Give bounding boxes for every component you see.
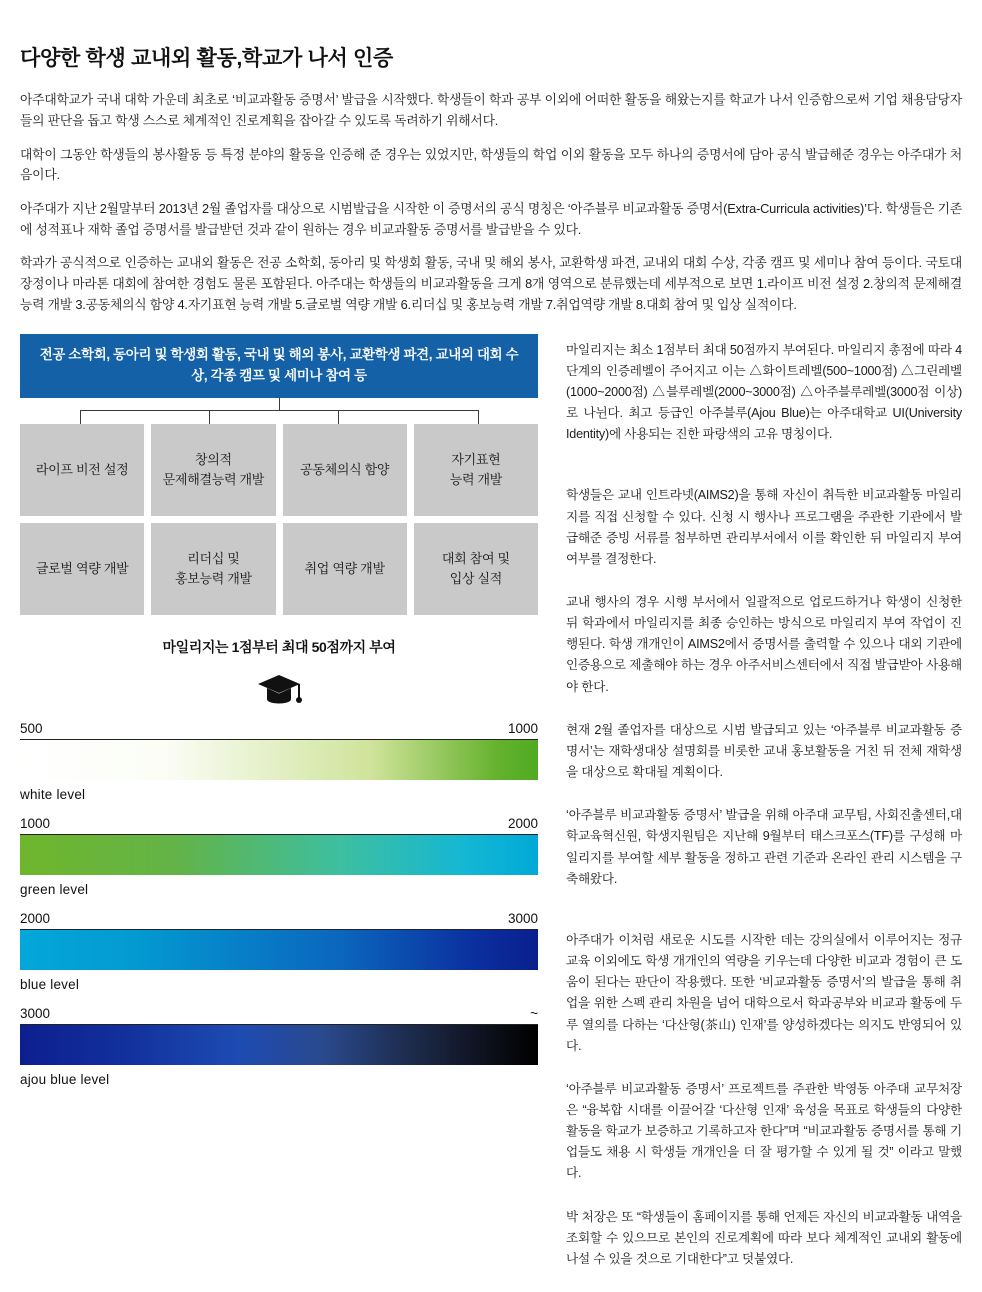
category-cell	[151, 523, 275, 615]
category-cell	[283, 424, 407, 516]
body-paragraph: 학생들은 교내 인트라넷(AIMS2)을 통해 자신이 취득한 비교과활동 마일리지를 직접 신청할 수 있다. 신청 시 행사나 프로그램을 주관한 기관에서 발급해준 증빙 서류를 첨부하면 관리부서에서 이를 확인한 뒤 마일리지 부여 여부를 결정한다.	[566, 488, 962, 566]
category-label: 창의적	[194, 452, 232, 468]
level-range-labels	[20, 721, 538, 740]
level-bar-blue	[20, 911, 538, 992]
level-bar-green	[20, 816, 538, 897]
graduation-cap-icon	[20, 671, 538, 711]
category-label: 홍보능력 개발	[174, 570, 252, 586]
category-label: 입상 실적	[449, 570, 503, 586]
category-label: 공동체의식 함양	[300, 462, 390, 478]
diagram-row-1	[20, 424, 538, 516]
level-range-labels	[20, 1006, 538, 1025]
category-cell	[283, 523, 407, 615]
right-column	[566, 334, 962, 1292]
category-label: 리더십 및	[187, 551, 240, 567]
category-label: 대회 참여 및	[441, 551, 510, 567]
body-paragraph: 박 처장은 또 “학생들이 홈페이지를 통해 언제든 자신의 비교과활동 내역을 조회할 수 있으므로 본인의 진로계획에 따라 보다 체계적인 교내외 활동에 나설 수 있을 것으로 기대한다”고 덧붙였다.	[566, 1209, 962, 1266]
category-cell	[20, 523, 144, 615]
diagram-connector-lines	[20, 398, 538, 424]
body-paragraph: ‘아주블루 비교과활동 증명서’ 프로젝트를 주관한 박영동 아주대 교무처장은 “융복합 시대를 이끌어갈 ‘다산형 인재’ 육성을 목표로 학생들의 다양한 활동을 학교가 보증하고 기록하고자 한다”며 “비교과활동 증명서를 통해 기업들도 채용 시 학생들 개개인을 더 잘 평가할 수 있게 될 것” 이라고 말했다.	[566, 1081, 962, 1181]
gradient-bar	[20, 930, 538, 970]
body-paragraph: 현재 2월 졸업자를 대상으로 시범 발급되고 있는 ‘아주블루 비교과활동 증명서’는 재학생대상 설명회를 비롯한 교내 홍보활동을 거친 뒤 전체 재학생을 대상으로 확대될 계획이다.	[566, 722, 962, 780]
article-page	[0, 14, 982, 1292]
intro-section	[0, 90, 982, 315]
level-name: ajou blue level	[20, 1071, 110, 1087]
level-name: green level	[20, 881, 89, 897]
gradient-bar	[20, 835, 538, 875]
level-max-label: ~	[530, 1005, 538, 1021]
category-label: 라이프 비전 설정	[35, 462, 129, 478]
level-name: blue level	[20, 976, 80, 992]
page-title: 다양한 학생 교내외 활동,학교가 나서 인증	[20, 47, 393, 71]
category-label: 취업 역량 개발	[304, 561, 385, 577]
category-cell	[414, 424, 538, 516]
category-label: 문제해결능력 개발	[162, 471, 265, 487]
intro-paragraph: 대학이 그동안 학생들의 봉사활동 등 특정 분야의 활동을 인증해 준 경우는 있었지만, 학생들의 학업 이외 활동을 모두 하나의 증명서에 담아 공식 발급해준 경우는 아주대가 처음이다.	[20, 146, 962, 183]
level-bar-ajou-blue	[20, 1006, 538, 1087]
level-min-label: 1000	[20, 815, 51, 831]
intro-paragraph: 아주대학교가 국내 대학 가운데 최초로 ‘비교과활동 증명서’ 발급을 시작했다. 학생들이 학과 공부 이외에 어떠한 활동을 해왔는지를 학교가 나서 인증함으로써 기업 채용담당자들의 판단을 돕고 학생 스스로 체계적인 진로계획을 잡아갈 수 있도록 독려하기 위해서다.	[20, 92, 962, 128]
level-bar-white	[20, 721, 538, 802]
category-cell	[414, 523, 538, 615]
category-label: 글로벌 역량 개발	[35, 561, 129, 577]
body-paragraph: 마일리지는 최소 1점부터 최대 50점까지 부여된다. 마일리지 총점에 따라 4단계의 인증레벨이 주어지고 이는 △화이트레벨(500~1000점) △그린레벨(1000~2000점) △블루레벨(2000~3000점) △아주블루레벨(3000점 이상)로 나뉜다. 최고 등급인 아주블루(Ajou Blue)는 아주대학교 UI(University Identity)에 사용되는 진한 파랑색의 고유 명칭이다.	[566, 342, 962, 442]
level-max-label: 2000	[507, 815, 538, 831]
activity-category-diagram	[20, 334, 538, 615]
gradient-bar	[20, 1025, 538, 1065]
intro-paragraph: 학과가 공식적으로 인증하는 교내외 활동은 전공 소학회, 동아리 및 학생회 활동, 국내 및 해외 봉사, 교환학생 파견, 교내외 대회 수상, 각종 캠프 및 세미나 참여 등이다. 국토대장정이나 마라톤 대회에 참여한 경험도 물론 포함된다. 아주대는 학생들의 비교과활동을 크게 8개 영역으로 분류했는데 세부적으로 보면 1.라이프 비전 설정 2.창의적 문제해결능력 개발 3.공동체의식 함양 4.자기표현 능력 개발 5.글로벌 역량 개발 6.리더십 및 홍보능력 개발 7.취업역량 개발 8.대회 참여 및 입상 실적이다.	[20, 255, 962, 312]
category-cell	[20, 424, 144, 516]
body-paragraph: 교내 행사의 경우 시행 부서에서 일괄적으로 업로드하거나 학생이 신청한 뒤 학과에서 마일리지를 최종 승인하는 방식으로 마일리지 부여 작업이 진행된다. 학생 개개인이 AIMS2에서 증명서를 출력할 수 있으나 대외 기관에 인증용으로 제출해야 하는 경우 아주서비스센터에서 직접 발급받아 사용해야 한다.	[566, 595, 962, 694]
diagram-header: 전공 소학회, 동아리 및 학생회 활동, 국내 및 해외 봉사, 교환학생 파견, 교내외 대회 수상, 각종 캠프 및 세미나 참여 등	[20, 334, 538, 398]
category-label: 능력 개발	[449, 471, 503, 487]
mileage-caption: 마일리지는 1점부터 최대 50점까지 부여	[162, 638, 396, 655]
level-range-labels	[20, 911, 538, 930]
level-max-label: 1000	[507, 720, 538, 736]
intro-paragraph: 아주대가 지난 2월말부터 2013년 2월 졸업자를 대상으로 시범발급을 시작한 이 증명서의 공식 명칭은 ‘아주블루 비교과활동 증명서(Extra-Curricula activities)’다. 학생들은 기존에 성적표나 재학 졸업 증명서를 발급받던 것과 같이 원하는 경우 비교과활동 증명서를 발급받을 수 있다.	[20, 201, 962, 237]
diagram-row-2	[20, 523, 538, 615]
body-paragraph: ‘아주블루 비교과활동 증명서’ 발급을 위해 아주대 교무팀, 사회진출센터,대학교육혁신원, 학생지원팀은 지난해 9월부터 태스크포스(TF)를 구성해 마일리지를 부여할 세부 활동을 정하고 관련 기준과 온라인 관리 시스템을 구축해왔다.	[566, 808, 962, 886]
gradient-bar	[20, 740, 538, 780]
level-min-label: 3000	[20, 1005, 51, 1021]
category-label: 자기표현	[451, 452, 501, 468]
level-max-label: 3000	[507, 910, 538, 926]
level-min-label: 2000	[20, 910, 51, 926]
two-column-body	[0, 316, 982, 1292]
level-range-labels	[20, 816, 538, 835]
level-name: white level	[20, 786, 86, 802]
left-column	[20, 334, 538, 1101]
body-paragraph: 아주대가 이처럼 새로운 시도를 시작한 데는 강의실에서 이루어지는 정규 교육 이외에도 학생 개개인의 역량을 키우는데 다양한 비교과 경험이 큰 도움이 된다는 판단이 작용했다. 또한 ‘비교과활동 증명서’의 발급을 통해 취업을 위한 스펙 관리 차원을 넘어 대학으로서 학과공부와 비교과 활동에 두루 열의를 다하는 ‘다산형(茶山) 인재’를 양성하겠다는 의지도 반영되어 있다.	[566, 932, 962, 1053]
category-cell	[151, 424, 275, 516]
level-min-label: 500	[20, 720, 43, 736]
